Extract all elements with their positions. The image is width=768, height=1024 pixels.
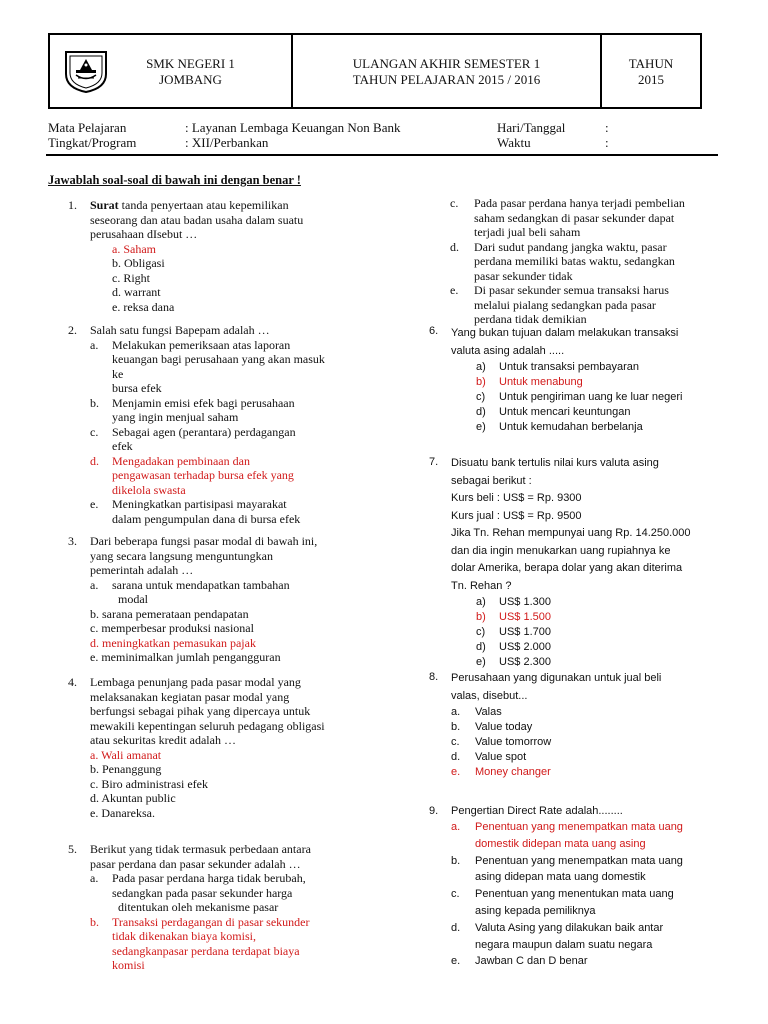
instruction: Jawablah soal-soal di bawah ini dengan benar !	[48, 173, 301, 187]
option-d-label: d.	[451, 921, 461, 934]
question-3	[68, 534, 408, 665]
year-value: 2015	[638, 72, 664, 87]
option-e: e. reksa dana	[112, 299, 175, 314]
option-c: c. Right	[112, 270, 150, 285]
option-b: yang ingin menjual saham	[112, 410, 239, 424]
option-d: Untuk mencari keuntungan	[499, 406, 631, 418]
question-text: tanda penyertaan atau kepemilikan	[118, 198, 289, 212]
option-d: d. Akuntan public	[90, 791, 176, 805]
option-c: saham sedangkan di pasar sekunder dapat	[474, 210, 675, 225]
school-name-line1: SMK NEGERI 1	[146, 56, 235, 71]
option-b-label: b.	[451, 854, 461, 867]
option-e-label: e.	[451, 766, 461, 778]
time-value: :	[605, 135, 609, 150]
question-text: melaksanakan kegiatan pasar modal yang	[90, 689, 290, 704]
question-number: 3.	[68, 534, 77, 548]
option-a: Pada pasar perdana harga tidak berubah,	[112, 871, 306, 885]
time-label: Waktu	[497, 135, 531, 150]
option-b: Menjamin emisi efek bagi perusahaan	[112, 395, 295, 410]
option-a: Penentuan yang menempatkan mata uang	[475, 821, 683, 833]
option-d: dikelola swasta	[112, 482, 186, 497]
question-text: Disuatu bank tertulis nilai kurs valuta asing	[451, 457, 659, 469]
option-b-label: b.	[451, 721, 461, 733]
option-a: sarana untuk mendapatkan tambahan	[112, 577, 290, 592]
question-text: Berikut yang tidak termasuk perbedaan antara	[90, 842, 311, 856]
option-c-label: c.	[451, 888, 460, 901]
question-text: Dari beberapa fungsi pasar modal di bawah ini,	[90, 534, 318, 548]
option-c: efek	[112, 439, 133, 453]
question-1	[68, 198, 408, 314]
option-e: perdana tidak demikian	[474, 312, 587, 326]
option-c: US$ 1.700	[499, 626, 551, 638]
question-number: 4.	[68, 675, 77, 689]
option-a-label: a.	[90, 337, 99, 352]
divider	[46, 154, 718, 156]
option-e-label: e.	[450, 283, 459, 297]
option-c: Penentuan yang menentukan mata uang	[475, 888, 674, 901]
option-a: US$ 1.300	[499, 596, 551, 608]
question-text: perusahaan dIsebut …	[90, 227, 198, 241]
option-e-label: e.	[90, 497, 99, 511]
option-e: Meningkatkan partisipasi mayarakat	[112, 497, 287, 511]
option-c: Sebagai agen (perantara) perdagangan	[112, 424, 296, 439]
option-b: komisi	[112, 958, 145, 972]
program-label: Tingkat/Program	[48, 135, 137, 150]
question-text: atau sekuritas kredit adalah …	[90, 733, 236, 747]
option-a-label: a)	[476, 361, 486, 373]
option-d: Value spot	[475, 751, 527, 763]
question-number: 1.	[68, 198, 77, 212]
exam-year: TAHUN PELAJARAN 2015 / 2016	[352, 72, 541, 87]
question-number: 9.	[429, 805, 439, 817]
option-b-label: b.	[90, 395, 99, 410]
header-table	[48, 33, 702, 109]
option-b: Penentuan yang menempatkan mata uang	[475, 854, 683, 867]
question-number: 6.	[429, 325, 439, 337]
option-e: Money changer	[475, 766, 551, 778]
option-d-label: d.	[90, 453, 99, 468]
exam-cell	[293, 35, 602, 107]
option-a: bursa efek	[112, 381, 162, 395]
question-text: Tn. Rehan ?	[451, 579, 512, 592]
question-number: 2.	[68, 323, 77, 337]
option-b: Transaksi perdagangan di pasar sekunder	[112, 914, 310, 929]
option-c: asing kepada pemiliknya	[475, 904, 596, 917]
option-b: Untuk menabung	[499, 376, 583, 388]
question-text: Pengertian Direct Rate adalah........	[451, 805, 623, 817]
question-2	[68, 323, 408, 526]
year-label: TAHUN	[628, 56, 674, 71]
question-text: Kurs jual : US$ = Rp. 9500	[451, 509, 582, 522]
program-value: : XII/Perbankan	[185, 135, 269, 150]
option-e: e. meminimalkan jumlah pengangguran	[90, 650, 281, 664]
question-text: Kurs beli : US$ = Rp. 9300	[451, 492, 582, 504]
question-text: pasar perdana dan pasar sekunder adalah …	[90, 856, 301, 871]
option-b-label: b)	[476, 376, 486, 388]
option-e: Untuk kemudahan berbelanja	[499, 421, 643, 433]
question-text: Salah satu fungsi Bapepam adalah …	[90, 323, 270, 337]
question-number: 8.	[429, 671, 439, 683]
subject-value: : Layanan Lembaga Keuangan Non Bank	[185, 120, 401, 135]
question-text: berfungsi sebagai pihak yang dipercaya untuk	[90, 704, 311, 718]
option-b: sedangkanpasar perdana terdapat biaya	[112, 943, 300, 958]
option-c: c. memperbesar produksi nasional	[90, 621, 254, 635]
option-d: pengawasan terhadap bursa efek yang	[112, 468, 294, 482]
question-8	[429, 670, 749, 780]
question-text: pemerintah adalah …	[90, 563, 194, 577]
option-d: negara maupun dalam suatu negara	[475, 938, 653, 951]
question-6	[429, 324, 749, 435]
option-d-label: d)	[476, 641, 486, 653]
option-a: sedangkan pada pasar sekunder harga	[112, 885, 293, 900]
option-c: Pada pasar perdana hanya terjadi pembelian	[474, 196, 685, 210]
option-a-label: a.	[451, 706, 461, 718]
option-b: Value today	[475, 721, 533, 733]
question-number: 5.	[68, 842, 77, 856]
option-e: melalui pialang sedangkan pada pasar	[474, 297, 656, 312]
option-c-label: c)	[476, 391, 486, 403]
question-text: dolar Amerika, berapa dolar yang akan diterima	[451, 562, 683, 574]
option-a: a. Wali amanat	[90, 747, 162, 762]
option-d: Mengadakan pembinaan dan	[112, 453, 250, 468]
option-b-label: b.	[90, 914, 99, 929]
option-c: Untuk pengiriman uang ke luar negeri	[499, 391, 683, 403]
option-c-label: c.	[450, 196, 459, 210]
question-text: sebagai berikut :	[451, 474, 532, 487]
question-text: Lembaga penunjang pada pasar modal yang	[90, 675, 301, 689]
school-cell	[50, 35, 293, 107]
question-text: Perusahaan yang digunakan untuk jual beli	[451, 672, 662, 684]
question-7	[429, 455, 749, 670]
option-b: asing didepan mata uang domestik	[475, 871, 646, 884]
option-b: b. Penanggung	[90, 762, 162, 776]
option-b: b. sarana pemerataan pendapatan	[90, 606, 249, 621]
option-c-label: c.	[90, 424, 99, 439]
exam-title: ULANGAN AKHIR SEMESTER 1	[352, 56, 541, 71]
year-cell	[602, 35, 700, 107]
option-d: d. meningkatkan pemasukan pajak	[90, 635, 256, 650]
option-a: a. Saham	[112, 241, 156, 256]
question-9	[429, 804, 749, 970]
question-text: dan dia ingin menukarkan uang rupiahnya ke	[451, 544, 671, 557]
option-d: pasar sekunder tidak	[474, 268, 573, 283]
question-text: Yang bukan tujuan dalam melakukan transaksi	[451, 327, 679, 339]
question-number: 7.	[429, 456, 439, 468]
option-a: keuangan bagi perusahaan yang akan masuk	[112, 352, 325, 366]
option-c-label: c.	[451, 736, 460, 748]
option-d: perdana memiliki batas waktu, sedangkan	[474, 254, 675, 268]
option-c: Value tomorrow	[475, 736, 552, 748]
question-5	[68, 842, 408, 973]
question-5-continued	[450, 196, 750, 327]
option-b-label: b)	[476, 611, 486, 623]
option-d-label: d)	[476, 406, 486, 418]
option-a: Melakukan pemeriksaan atas laporan	[112, 337, 291, 352]
option-a: Untuk transaksi pembayaran	[499, 361, 640, 373]
option-e: Di pasar sekunder semua transaksi harus	[474, 283, 669, 297]
option-a: modal	[118, 592, 148, 606]
option-d-label: d.	[451, 751, 461, 763]
option-e-label: e.	[451, 955, 461, 968]
option-d: Dari sudut pandang jangka waktu, pasar	[474, 239, 667, 254]
option-a: Valas	[475, 706, 502, 718]
question-text: seseorang dan atau badan usaha dalam suatu	[90, 212, 304, 227]
question-text: yang secara langsung menguntungkan	[90, 548, 273, 563]
option-e-label: e)	[476, 421, 486, 433]
question-4	[68, 675, 408, 820]
option-a-label: a.	[90, 577, 99, 592]
option-c-label: c)	[476, 626, 486, 638]
option-a: ke	[112, 366, 124, 381]
option-d: US$ 2.000	[499, 641, 551, 653]
question-keyword: Surat	[90, 198, 119, 212]
option-c: terjadi jual beli saham	[474, 225, 581, 239]
option-d: d. warrant	[112, 285, 161, 299]
option-b: US$ 1.500	[499, 611, 551, 623]
day-label: Hari/Tanggal	[497, 120, 566, 135]
subject-label: Mata Pelajaran	[48, 120, 127, 135]
option-a-label: a.	[90, 871, 99, 885]
question-text: mewakili kepentingan seluruh pedagang obligasi	[90, 718, 325, 733]
option-a-label: a)	[476, 596, 486, 608]
option-a-label: a.	[451, 821, 461, 833]
option-d: Valuta Asing yang dilakukan baik antar	[475, 921, 664, 934]
question-text: valuta asing adalah .....	[451, 345, 565, 357]
day-value: :	[605, 120, 609, 135]
option-e: e. Danareksa.	[90, 805, 155, 820]
option-b: b. Obligasi	[112, 256, 165, 270]
option-e-label: e)	[476, 656, 486, 668]
option-a: domestik didepan mata uang asing	[475, 837, 646, 850]
school-name-line2: JOMBANG	[159, 72, 222, 87]
option-e: Jawban C dan D benar	[475, 955, 588, 968]
option-e: dalam pengumpulan dana di bursa efek	[112, 511, 301, 526]
option-c: c. Biro administrasi efek	[90, 776, 208, 791]
option-b: tidak dikenakan biaya komisi,	[112, 929, 256, 943]
option-a: ditentukan oleh mekanisme pasar	[118, 900, 279, 914]
option-e: US$ 2.300	[499, 656, 551, 668]
question-text: valas, disebut...	[451, 689, 528, 702]
option-d-label: d.	[450, 239, 459, 254]
question-text: Jika Tn. Rehan mempunyai uang Rp. 14.250.000	[451, 527, 691, 539]
